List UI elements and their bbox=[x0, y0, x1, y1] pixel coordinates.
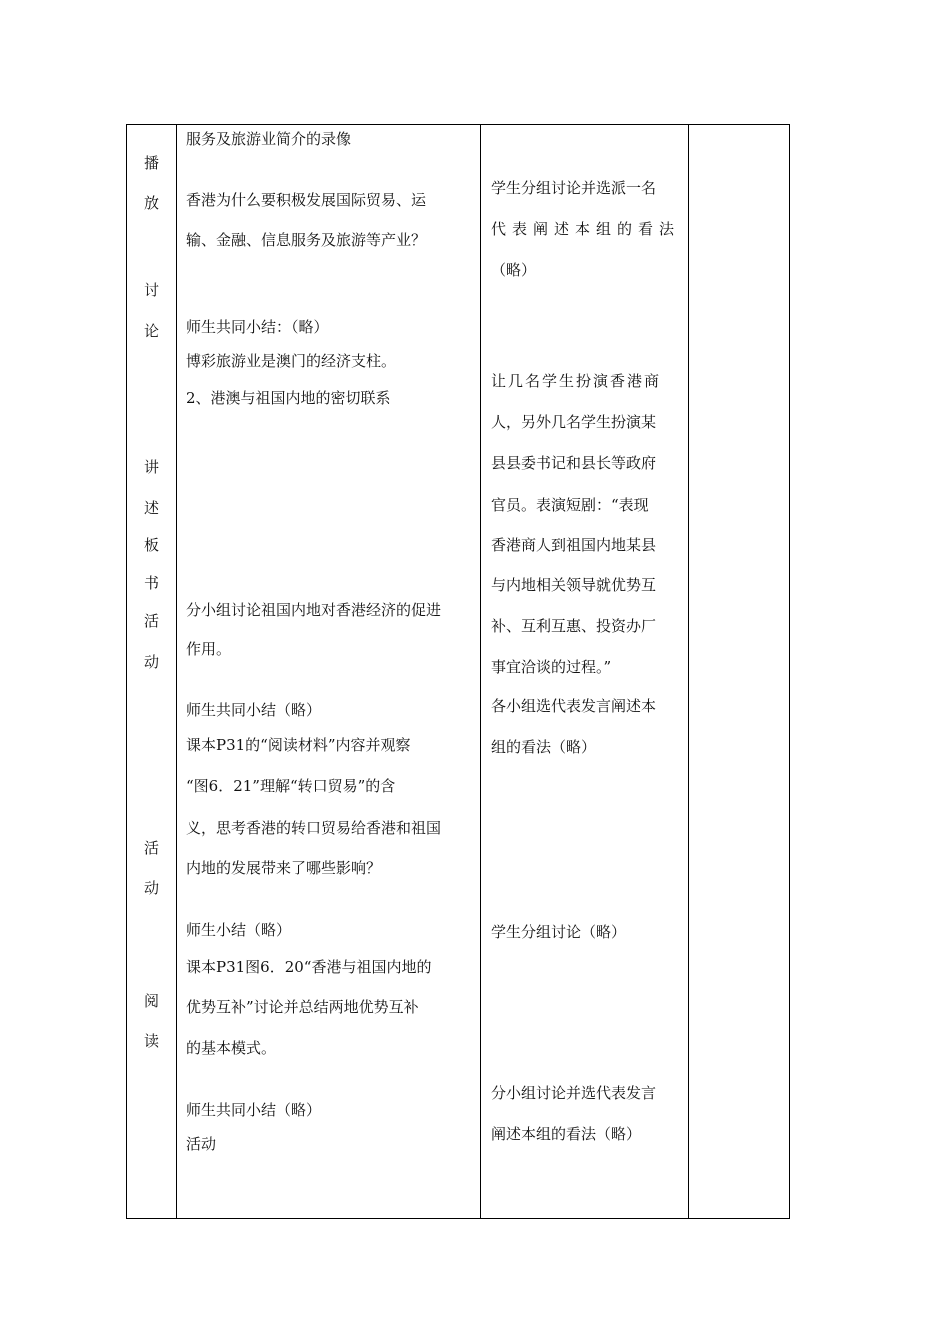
teacher-text-line: 服务及旅游业简介的录像 bbox=[186, 130, 352, 148]
student-text-line: 各小组选代表发言阐述本 bbox=[491, 697, 657, 715]
teacher-text-line: 师生共同小结：（略） bbox=[186, 318, 329, 336]
side-label: 动 bbox=[143, 653, 159, 671]
teacher-text-line: 分小组讨论祖国内地对香港经济的促进 bbox=[186, 601, 442, 619]
side-label: 讲 bbox=[143, 458, 159, 476]
student-text-line: 与内地相关领导就优势互 bbox=[491, 576, 657, 594]
teacher-text-line: 活动 bbox=[186, 1135, 217, 1153]
student-text-line: 让几名学生扮演香港商 bbox=[491, 372, 662, 390]
teacher-text-line: 的基本模式。 bbox=[186, 1039, 277, 1057]
teacher-text-line: 师生共同小结（略） bbox=[186, 701, 322, 719]
side-label: 放 bbox=[143, 194, 159, 212]
side-label: 活 bbox=[143, 839, 159, 857]
teacher-text-line: “图6．21”理解“转口贸易”的含 bbox=[186, 777, 396, 795]
student-text-line: 阐述本组的看法（略） bbox=[491, 1125, 642, 1143]
student-text-line: （略） bbox=[491, 261, 537, 279]
side-label: 阅 bbox=[143, 992, 159, 1010]
student-text-line: 分小组讨论并选代表发言 bbox=[491, 1084, 657, 1102]
student-text-line: 学生分组讨论并选派一名 bbox=[491, 179, 657, 197]
side-label: 书 bbox=[143, 574, 159, 592]
student-text-line: 学生分组讨论（略） bbox=[491, 923, 627, 941]
teacher-text-line: 课本P31图6．20“香港与祖国内地的 bbox=[186, 958, 432, 976]
teacher-text-line: 优势互补”讨论并总结两地优势互补 bbox=[186, 998, 419, 1016]
student-text-line: 组的看法（略） bbox=[491, 738, 597, 756]
column-divider bbox=[480, 125, 481, 1218]
side-label: 论 bbox=[143, 322, 159, 340]
student-text-line: 补、互利互惠、投资办厂 bbox=[491, 617, 657, 635]
student-text-line: 人，另外几名学生扮演某 bbox=[491, 413, 657, 431]
teacher-text-line: 输、金融、信息服务及旅游等产业？ bbox=[186, 231, 427, 249]
teacher-text-line: 作用。 bbox=[186, 640, 232, 658]
side-label: 播 bbox=[143, 154, 159, 172]
side-label: 活 bbox=[143, 612, 159, 630]
teacher-text-line: 博彩旅游业是澳门的经济支柱。 bbox=[186, 352, 397, 370]
student-text-line: 香港商人到祖国内地某县 bbox=[491, 536, 657, 554]
student-text-line: 事宜洽谈的过程。” bbox=[491, 658, 612, 676]
teacher-text-line: 义，思考香港的转口贸易给香港和祖国 bbox=[186, 819, 442, 837]
teacher-text-line: 内地的发展带来了哪些影响？ bbox=[186, 859, 382, 877]
teacher-text-line: 师生小结（略） bbox=[186, 921, 292, 939]
side-label: 板 bbox=[143, 536, 159, 554]
side-label: 述 bbox=[143, 499, 159, 517]
side-label: 讨 bbox=[143, 281, 159, 299]
side-label: 动 bbox=[143, 879, 159, 897]
notes-column bbox=[689, 125, 789, 1218]
teacher-text-line: 师生共同小结（略） bbox=[186, 1101, 322, 1119]
side-label: 读 bbox=[143, 1032, 159, 1050]
student-text-line: 代表阐述本组的看法 bbox=[491, 220, 681, 238]
teacher-text-line: 香港为什么要积极发展国际贸易、运 bbox=[186, 191, 427, 209]
teacher-text-line: 2、港澳与祖国内地的密切联系 bbox=[186, 389, 391, 407]
lesson-table bbox=[126, 124, 790, 1219]
column-divider bbox=[176, 125, 177, 1218]
teacher-text-line: 课本P31的“阅读材料”内容并观察 bbox=[186, 736, 411, 754]
student-text-line: 县县委书记和县长等政府 bbox=[491, 454, 657, 472]
student-text-line: 官员。表演短剧：“表现 bbox=[491, 496, 649, 514]
